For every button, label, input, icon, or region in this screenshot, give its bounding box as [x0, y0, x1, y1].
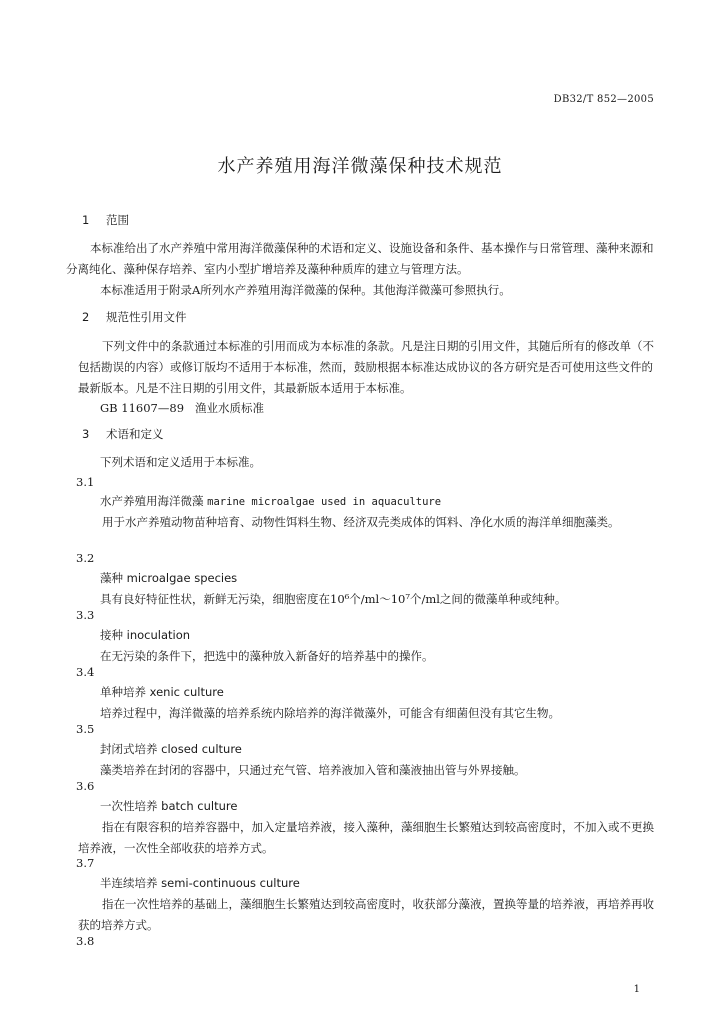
term-en: batch culture — [161, 799, 238, 813]
term-zh: 单种培养 — [100, 685, 146, 699]
term-heading — [100, 493, 441, 509]
term-zh: 藻种 — [100, 571, 123, 585]
page-title: 水产养殖用海洋微藻保种技术规范 — [217, 156, 503, 177]
term-en: xenic culture — [149, 685, 224, 699]
term-number: 3.6 — [76, 779, 95, 793]
term-number: 3.3 — [76, 608, 95, 622]
document-code: DB32/T 852—2005 — [553, 94, 654, 105]
section-title: 术语和定义 — [106, 427, 164, 441]
term-en: marine microalgae used in aquaculture — [207, 496, 442, 508]
section-1-heading — [82, 212, 129, 228]
term-zh: 封闭式培养 — [100, 742, 158, 756]
section-2-heading — [82, 309, 187, 325]
section-3-heading — [82, 426, 164, 442]
section-number: 2 — [82, 310, 90, 324]
term-definition: 培养过程中，海洋微藻的培养系统内除培养的海洋微藻外，可能含有细菌但没有其它生物。 — [100, 706, 560, 720]
term-definition: 用于水产养殖动物苗种培育、动物性饵料生物、经济双壳类成体的饵料、净化水质的海洋单细胞藻类。 — [102, 515, 620, 529]
term-definition: 藻类培养在封闭的容器中，只通过充气管、培养液加入管和藻液抽出管与外界接触。 — [100, 763, 526, 777]
term-definition: 在无污染的条件下，把选中的藻种放入新备好的培养基中的操作。 — [100, 649, 434, 663]
term-definition: 具有良好特征性状，新鲜无污染，细胞密度在10⁶个/ml～10⁷个/ml之间的微藻单种或纯种。 — [100, 592, 567, 606]
term-en: microalgae species — [126, 571, 238, 585]
term-zh: 接种 — [100, 628, 123, 642]
term-definition: 指在一次性培养的基础上，藻细胞生长繁殖达到较高密度时，收获部分藻液，置换等量的培养液，再培养再收获的培养方式。 — [78, 897, 654, 932]
term-heading — [100, 741, 242, 757]
term-heading — [100, 570, 237, 586]
term-number: 3.4 — [76, 665, 95, 679]
term-number: 3.5 — [76, 722, 95, 736]
term-definition: 指在有限容积的培养容器中，加入定量培养液，接入藻种，藻细胞生长繁殖达到较高密度时，不加入或不更换培养液，一次性全部收获的培养方式。 — [78, 820, 654, 855]
reference-title: 渔业水质标准 — [194, 401, 264, 415]
term-number: 3.1 — [76, 475, 95, 489]
term-zh: 一次性培养 — [100, 799, 158, 813]
reference-code: GB 11607—89 — [100, 401, 185, 415]
term-en: semi-continuous culture — [161, 876, 300, 890]
section-number: 1 — [82, 213, 90, 227]
paragraph: 本标准给出了水产养殖中常用海洋微藻保种的术语和定义、设施设备和条件、基本操作与日常管理、藻种来源和分离纯化、藻种保存培养、室内小型扩增培养及藻种种质库的建立与管理方法。 — [66, 241, 654, 276]
section-title: 规范性引用文件 — [106, 310, 187, 324]
term-number: 3.8 — [76, 934, 95, 948]
term-en: closed culture — [161, 742, 242, 756]
paragraph: 下列术语和定义适用于本标准。 — [100, 455, 261, 469]
page-number: 1 — [633, 984, 640, 995]
section-title: 范围 — [106, 213, 129, 227]
term-en: inoculation — [126, 628, 191, 642]
term-number: 3.7 — [76, 856, 95, 870]
paragraph: 下列文件中的条款通过本标准的引用而成为本标准的条款。凡是注日期的引用文件，其随后所有的修改单（不包括勘误的内容）或修订版均不适用于本标准，然而，鼓励根据本标准达成协议的各方研究是否可使用这些文件的最新版本。凡是不注日期的引用文件，其最新版本适用于本标准。 — [78, 339, 654, 395]
normative-reference — [100, 398, 264, 419]
term-zh: 半连续培养 — [100, 876, 158, 890]
term-heading — [100, 684, 224, 700]
term-heading — [100, 875, 300, 891]
term-heading — [100, 798, 237, 814]
paragraph: 本标准适用于附录A所列水产养殖用海洋微藻的保种。其他海洋微藻可参照执行。 — [100, 283, 511, 297]
section-number: 3 — [82, 427, 90, 441]
term-heading — [100, 627, 190, 643]
term-number: 3.2 — [76, 551, 95, 565]
term-zh: 水产养殖用海洋微藻 — [100, 494, 204, 508]
